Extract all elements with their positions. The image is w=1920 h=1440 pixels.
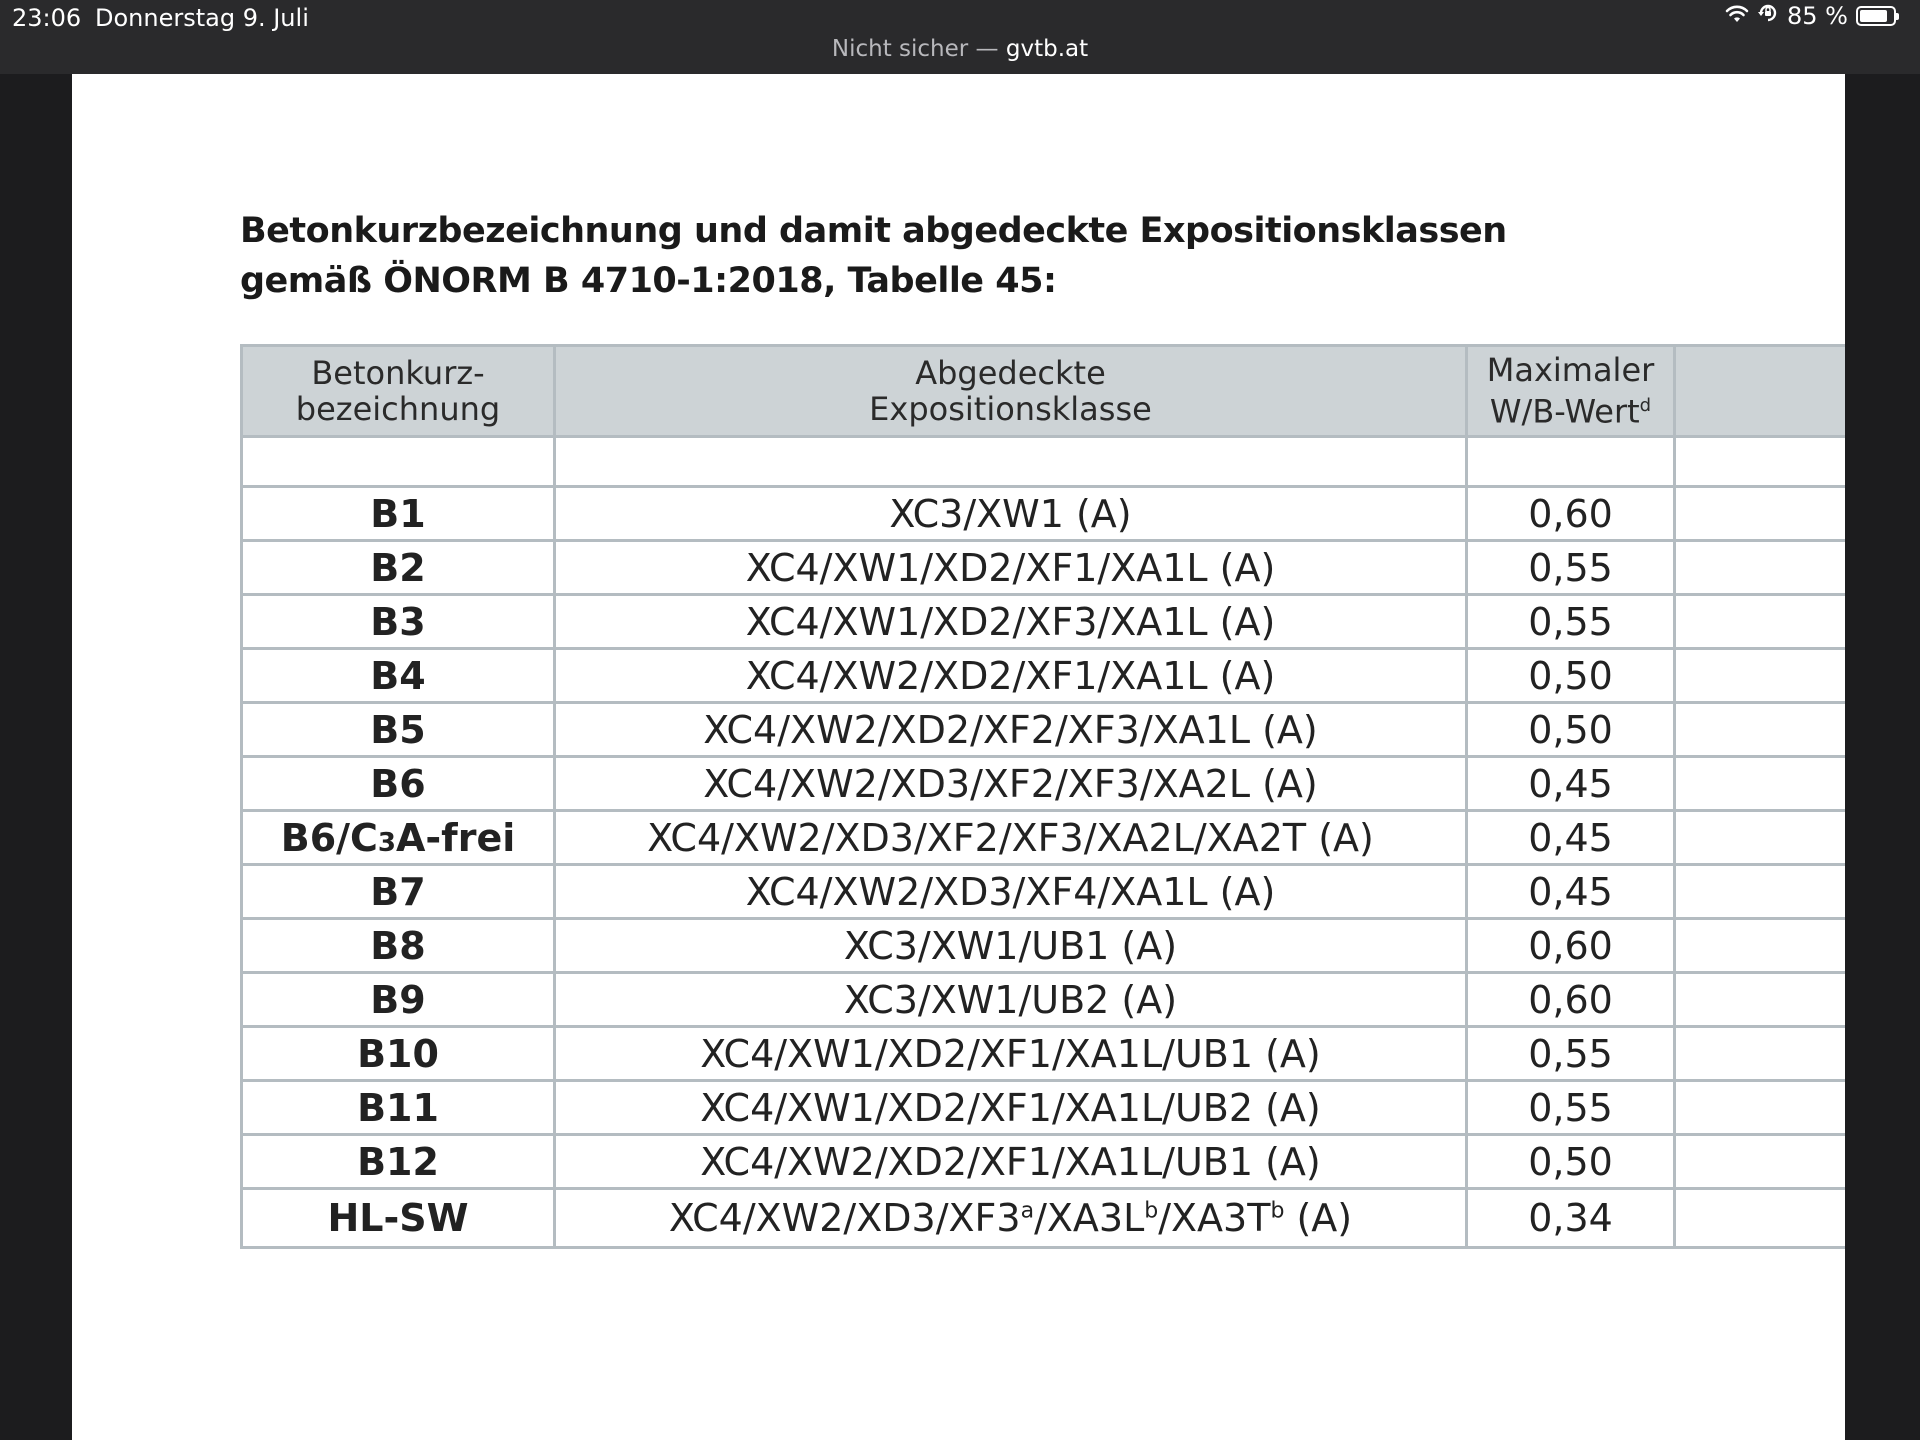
code-cell: B8 (242, 919, 555, 973)
table-row (242, 811, 1845, 865)
empty-cell (1675, 595, 1845, 649)
security-indicator: Nicht sicher — (831, 36, 999, 62)
wb-cell: 0,34 (1467, 1189, 1675, 1248)
empty-cell (1675, 1081, 1845, 1135)
code-cell: B7 (242, 865, 555, 919)
footnote-mark: a (1020, 1198, 1035, 1224)
wb-cell: 0,50 (1467, 649, 1675, 703)
table-row (242, 1081, 1845, 1135)
spacer-cell (555, 437, 1467, 487)
spacer-cell (1675, 437, 1845, 487)
classes-cell: XC4/XW1/XD2/XF1/XA1L/UB1 (A) (555, 1027, 1467, 1081)
spacer-cell (1467, 437, 1675, 487)
table-row (242, 1135, 1845, 1189)
header-expositionsklasse (555, 346, 1467, 437)
empty-cell (1675, 919, 1845, 973)
battery-percentage: 85 % (1787, 2, 1848, 30)
empty-cell (1675, 973, 1845, 1027)
code-cell: B6/C3A-frei (242, 811, 555, 865)
empty-cell (1675, 811, 1845, 865)
classes-cell: XC3/XW1/UB1 (A) (555, 919, 1467, 973)
code-cell: HL-SW (242, 1189, 555, 1248)
wb-cell: 0,55 (1467, 595, 1675, 649)
footnote-mark: b (1144, 1198, 1159, 1224)
classes-cell: XC4/XW2/XD3/XF4/XA1L (A) (555, 865, 1467, 919)
header-col2-line2: Expositionsklasse (869, 390, 1152, 428)
status-time: 23:06 (12, 4, 82, 32)
empty-cell (1675, 1189, 1845, 1248)
table-row (242, 649, 1845, 703)
battery-icon (1856, 6, 1896, 26)
table-row (242, 487, 1845, 541)
wb-cell: 0,60 (1467, 487, 1675, 541)
header-col1-line2: bezeichnung (295, 390, 501, 428)
classes-cell: XC3/XW1 (A) (555, 487, 1467, 541)
table-row (242, 919, 1845, 973)
classes-cell: XC4/XW2/XD2/XF1/XA1L (A) (555, 649, 1467, 703)
table-row (242, 703, 1845, 757)
header-col3-footnote: d (1639, 395, 1652, 417)
url-domain: gvtb.at (1005, 36, 1089, 62)
status-indicators (1725, 2, 1896, 30)
header-col3-text: W/B-Wert (1489, 392, 1640, 431)
wb-cell: 0,55 (1467, 541, 1675, 595)
classes-cell: XC3/XW1/UB2 (A) (555, 973, 1467, 1027)
status-bar (0, 0, 1920, 74)
wb-cell: 0,55 (1467, 1027, 1675, 1081)
header-col1-line1: Betonkurz- (311, 354, 485, 392)
wb-cell: 0,55 (1467, 1081, 1675, 1135)
code-cell: B6 (242, 757, 555, 811)
header-wb-wert (1467, 346, 1675, 437)
classes-cell: XC4/XW1/XD2/XF1/XA1L/UB2 (A) (555, 1081, 1467, 1135)
code-cell: B2 (242, 541, 555, 595)
heading-line-1: Betonkurzbezeichnung und damit abgedeckte Expositionsklassen (240, 211, 1507, 251)
footnote-mark: b (1270, 1198, 1285, 1224)
code-cell: B1 (242, 487, 555, 541)
status-date: Donnerstag 9. Juli (95, 4, 309, 32)
table-row (242, 541, 1845, 595)
battery-level (1860, 10, 1887, 22)
spacer-cell (242, 437, 555, 487)
classes-cell: XC4/XW1/XD2/XF3/XA1L (A) (555, 595, 1467, 649)
address-bar[interactable] (0, 36, 1920, 62)
empty-cell (1675, 541, 1845, 595)
table-row (242, 865, 1845, 919)
table-row (242, 757, 1845, 811)
code-cell: B11 (242, 1081, 555, 1135)
empty-cell (1675, 649, 1845, 703)
header-col4 (1675, 346, 1845, 437)
header-col3-line1: Maximaler (1486, 351, 1655, 390)
empty-cell (1675, 1027, 1845, 1081)
classes-cell: XC4/XW2/XD2/XF2/XF3/XA1L (A) (555, 703, 1467, 757)
table-row (242, 1027, 1845, 1081)
wb-cell: 0,50 (1467, 1135, 1675, 1189)
empty-cell (1675, 487, 1845, 541)
table-row (242, 1189, 1845, 1248)
wb-cell: 0,50 (1467, 703, 1675, 757)
orientation-lock-icon (1757, 2, 1779, 30)
code-cell: B9 (242, 973, 555, 1027)
classes-part: /XA3L (1034, 1196, 1145, 1240)
wifi-icon (1725, 2, 1749, 30)
classes-part: /XA3T (1158, 1196, 1271, 1240)
empty-cell (1675, 1135, 1845, 1189)
code-cell: B3 (242, 595, 555, 649)
header-col3-line2 (1468, 388, 1673, 430)
wb-cell: 0,45 (1467, 811, 1675, 865)
header-col2-line1: Abgedeckte (915, 354, 1106, 392)
wb-cell: 0,60 (1467, 919, 1675, 973)
document-heading (240, 206, 1507, 306)
document-page (72, 74, 1845, 1440)
heading-line-2: gemäß ÖNORM B 4710-1:2018, Tabelle 45: (240, 261, 1057, 301)
classes-cell: XC4/XW1/XD2/XF1/XA1L (A) (555, 541, 1467, 595)
empty-cell (1675, 703, 1845, 757)
classes-part: XC4/XW2/XD3/XF3 (668, 1196, 1021, 1240)
classes-cell: XC4/XW2/XD3/XF2/XF3/XA2L (A) (555, 757, 1467, 811)
header-betonkurzbezeichnung (242, 346, 555, 437)
wb-cell: 0,45 (1467, 865, 1675, 919)
classes-cell (555, 1189, 1467, 1248)
wb-cell: 0,45 (1467, 757, 1675, 811)
code-cell: B12 (242, 1135, 555, 1189)
table-row (242, 973, 1845, 1027)
wb-cell: 0,60 (1467, 973, 1675, 1027)
classes-part: (A) (1284, 1196, 1353, 1240)
empty-cell (1675, 757, 1845, 811)
classes-cell: XC4/XW2/XD3/XF2/XF3/XA2L/XA2T (A) (555, 811, 1467, 865)
code-cell: B4 (242, 649, 555, 703)
table-row (242, 595, 1845, 649)
table-spacer-row (242, 437, 1845, 487)
code-cell: B10 (242, 1027, 555, 1081)
empty-cell (1675, 865, 1845, 919)
classes-cell: XC4/XW2/XD2/XF1/XA1L/UB1 (A) (555, 1135, 1467, 1189)
table-header-row (242, 346, 1845, 437)
code-cell: B5 (242, 703, 555, 757)
exposure-class-table (240, 344, 1845, 1249)
